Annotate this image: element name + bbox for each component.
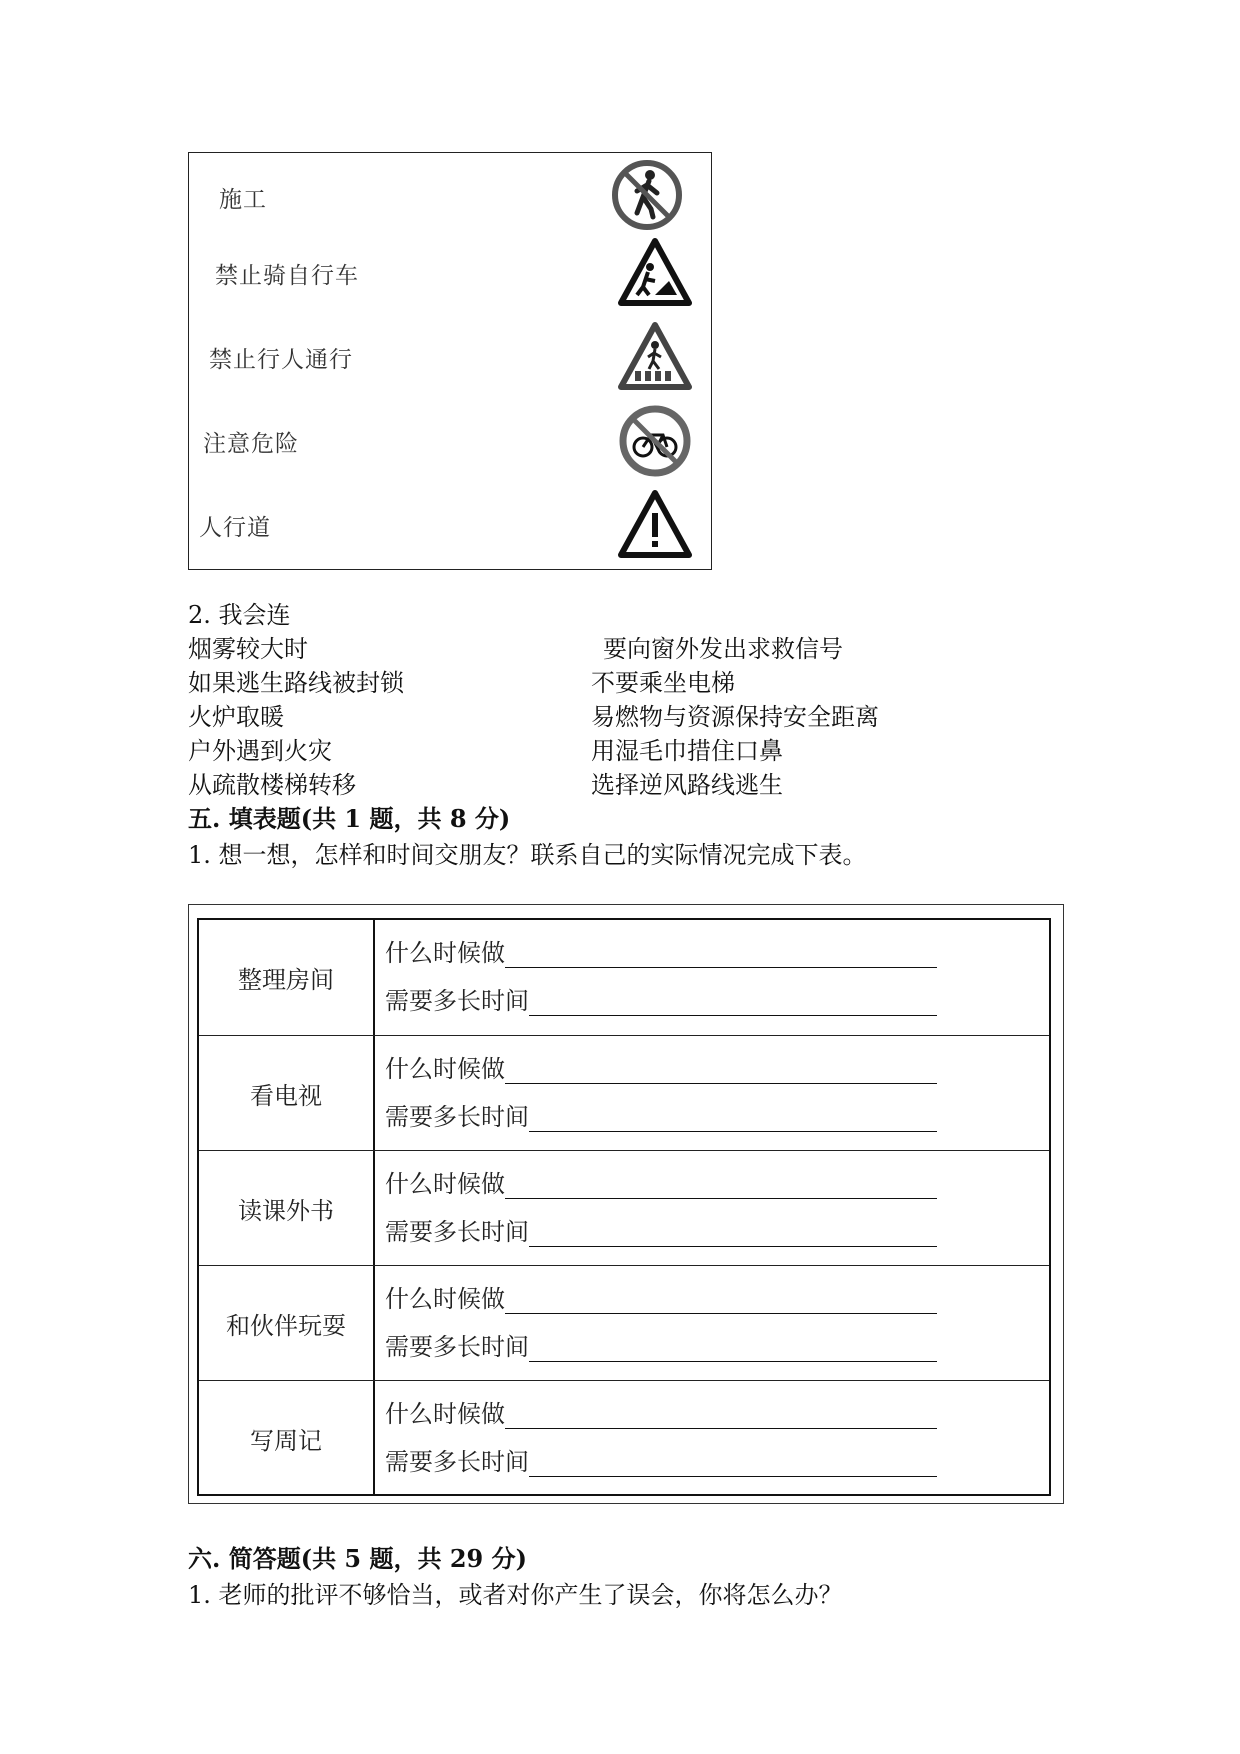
duration-field[interactable] [385,982,937,1016]
duration-field[interactable] [385,1213,937,1247]
duration-field[interactable] [385,1328,937,1362]
match-left-item: 火炉取暖 [188,703,284,731]
pedestrian-crossing-icon [617,319,693,395]
sign-row [189,401,711,481]
sign-row [189,155,711,235]
table-row [199,1380,1049,1495]
when-label: 什么时候做 [385,939,505,967]
when-field[interactable] [385,1395,937,1429]
section-5-heading: 五. 填表题(共 1 题，共 8 分) [188,804,511,833]
duration-label: 需要多长时间 [385,1448,529,1476]
match-right-item: 选择逆风路线逃生 [591,771,783,799]
table-row [199,1150,1049,1265]
match-title: 2. 我会连 [188,601,291,629]
duration-label: 需要多长时间 [385,1333,529,1361]
no-bicycle-icon [617,403,693,479]
when-blank[interactable] [505,1402,937,1429]
sign-label: 禁止骑自行车 [215,263,359,289]
when-label: 什么时候做 [385,1285,505,1313]
duration-label: 需要多长时间 [385,1103,529,1131]
match-right-item: 要向窗外发出求救信号 [603,635,843,663]
match-right-item: 用湿毛巾措住口鼻 [591,737,783,765]
when-label: 什么时候做 [385,1055,505,1083]
section-6-heading: 六. 简答题(共 5 题，共 29 分) [188,1544,527,1573]
match-left-item: 从疏散楼梯转移 [188,771,356,799]
duration-label: 需要多长时间 [385,987,529,1015]
duration-field[interactable] [385,1443,937,1477]
match-left-item: 烟雾较大时 [188,635,308,663]
no-pedestrian-icon [609,157,685,233]
match-left-item: 户外遇到火灾 [188,737,332,765]
sign-label: 施工 [219,187,267,213]
road-work-icon [617,235,693,311]
activity-cell: 和伙伴玩耍 [199,1266,375,1380]
time-plan-table [197,918,1051,1496]
when-blank[interactable] [505,941,937,968]
when-field[interactable] [385,1165,937,1199]
when-label: 什么时候做 [385,1400,505,1428]
when-label: 什么时候做 [385,1170,505,1198]
when-blank[interactable] [505,1172,937,1199]
sign-row [189,483,711,563]
when-field[interactable] [385,1050,937,1084]
table-row [199,1035,1049,1150]
traffic-sign-matching-box [188,152,712,570]
sign-label: 人行道 [199,515,271,541]
duration-label: 需要多长时间 [385,1218,529,1246]
activity-cell: 整理房间 [199,920,375,1035]
activity-cell: 写周记 [199,1381,375,1495]
warning-exclamation-icon [617,487,693,563]
when-field[interactable] [385,1280,937,1314]
match-left-item: 如果逃生路线被封锁 [188,669,404,697]
sign-row [189,235,711,315]
table-row [199,920,1049,1035]
sign-label: 禁止行人通行 [209,347,353,373]
sign-label: 注意危险 [203,431,299,457]
section-5-question: 1. 想一想，怎样和时间交朋友？联系自己的实际情况完成下表。 [188,841,867,869]
when-field[interactable] [385,934,937,968]
table-row [199,1265,1049,1380]
duration-blank[interactable] [529,1220,937,1247]
duration-blank[interactable] [529,1335,937,1362]
when-blank[interactable] [505,1287,937,1314]
section-6-question: 1. 老师的批评不够恰当，或者对你产生了误会，你将怎么办？ [188,1581,843,1609]
match-right-item: 易燃物与资源保持安全距离 [591,703,879,731]
duration-blank[interactable] [529,989,937,1016]
duration-field[interactable] [385,1098,937,1132]
duration-blank[interactable] [529,1450,937,1477]
activity-cell: 看电视 [199,1036,375,1150]
when-blank[interactable] [505,1057,937,1084]
match-right-item: 不要乘坐电梯 [591,669,735,697]
duration-blank[interactable] [529,1105,937,1132]
activity-cell: 读课外书 [199,1151,375,1265]
sign-row [189,319,711,399]
